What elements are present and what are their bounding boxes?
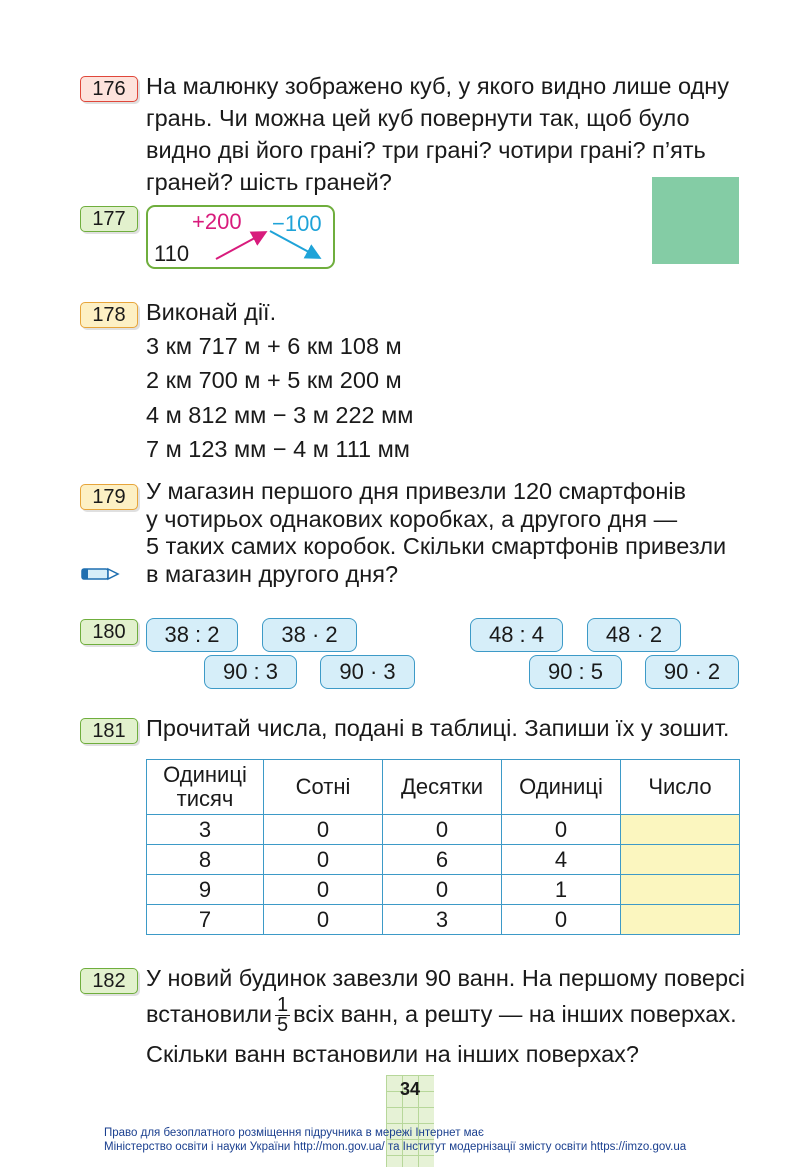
- table-row: [147, 845, 740, 875]
- task-182-line-2: [146, 994, 737, 1035]
- expression-card: 90 · 2: [645, 655, 739, 689]
- text-line: граней? шість граней?: [146, 169, 392, 195]
- table-cell: 9: [147, 875, 264, 905]
- expression-card: 38 : 2: [146, 618, 238, 652]
- text-line: у чотирьох однакових коробках, а другого дня —: [146, 505, 678, 532]
- column-header: Сотні: [264, 760, 383, 815]
- answer-cell: [621, 815, 740, 845]
- expression-card: 48 · 2: [587, 618, 681, 652]
- task-number-badge: 181: [80, 718, 138, 744]
- task-176-text: [146, 70, 739, 198]
- expression-line: 4 м 812 мм − 3 м 222 мм: [146, 402, 414, 428]
- text-line: У магазин першого дня привезли 120 смартфонів: [146, 478, 687, 504]
- task-number-badge: 179: [80, 484, 138, 510]
- expression-line: 2 км 700 м + 5 км 200 м: [146, 367, 402, 393]
- text-line: 5 таких самих коробок. Скільки смартфонів привезли: [146, 533, 727, 559]
- expression-card: 90 · 3: [320, 655, 415, 689]
- chain-operation-1: +200: [192, 209, 242, 234]
- table-cell: 8: [147, 845, 264, 875]
- task-number-badge: 178: [80, 302, 138, 328]
- table-row: [147, 815, 740, 845]
- fraction-numerator: 1: [277, 994, 289, 1017]
- column-header: Десятки: [383, 760, 502, 815]
- fraction: [275, 996, 290, 1035]
- pink-arrow: [216, 233, 264, 259]
- blue-arrow: [270, 231, 318, 257]
- table-cell: 0: [264, 875, 383, 905]
- answer-cell: [621, 905, 740, 935]
- text-line: грань. Чи можна цей куб повернути так, щоб було: [146, 105, 690, 131]
- footer-line-1: Право для безоплатного розміщення підручника в мережі Інтернет має: [104, 1127, 484, 1139]
- expression-card: 48 : 4: [470, 618, 563, 652]
- table-cell: 0: [264, 905, 383, 935]
- expression-card: 38 · 2: [262, 618, 357, 652]
- fraction-denominator: 5: [277, 1014, 289, 1037]
- answer-cell: [621, 845, 740, 875]
- operation-chain-box: [146, 205, 335, 269]
- table-cell: 0: [502, 905, 621, 935]
- task-182-line-3: Скільки ванн встановили на інших поверхах?: [146, 1041, 640, 1067]
- text-line: На малюнку зображено куб, у якого видно лише одну: [146, 73, 730, 99]
- table-cell: 0: [383, 815, 502, 845]
- table-cell: 0: [502, 815, 621, 845]
- text-line: в магазин другого дня?: [146, 560, 399, 587]
- expression-line: 3 км 717 м + 6 км 108 м: [146, 333, 402, 359]
- column-header: Одиниці тисяч: [147, 760, 264, 815]
- task-179-text: [146, 478, 739, 588]
- expression-card: 90 : 5: [529, 655, 622, 689]
- task-181-text: Прочитай числа, подані в таблиці. Запиши їх у зошит.: [146, 715, 730, 741]
- page-number: 34: [399, 1079, 421, 1099]
- table-cell: 3: [383, 905, 502, 935]
- text-fragment: встановили: [146, 1001, 273, 1027]
- expression-card: 90 : 3: [204, 655, 297, 689]
- table-cell: 0: [264, 815, 383, 845]
- table-row: [147, 905, 740, 935]
- task-number-badge: 176: [80, 76, 138, 102]
- task-number-badge: 182: [80, 968, 138, 994]
- table-cell: 0: [264, 845, 383, 875]
- table-cell: 3: [147, 815, 264, 845]
- pencil-icon: [80, 566, 120, 582]
- task-number-badge: 177: [80, 206, 138, 232]
- text-line: видно дві його грані? три грані? чотири грані? п’ять: [146, 137, 706, 163]
- chain-start-number: 110: [154, 241, 190, 266]
- answer-cell: [621, 875, 740, 905]
- table-cell: 4: [502, 845, 621, 875]
- table-cell: 1: [502, 875, 621, 905]
- cube-face: [652, 177, 739, 264]
- column-header: Число: [621, 760, 740, 815]
- expression-line: 7 м 123 мм − 4 м 111 мм: [146, 436, 410, 462]
- task-182-line-1: У новий будинок завезли 90 ванн. На першому поверсі: [146, 965, 746, 991]
- table-cell: 0: [383, 875, 502, 905]
- task-178-title: Виконай дії.: [146, 299, 277, 325]
- table-row: [147, 875, 740, 905]
- footer-line-2: Міністерство освіти і науки України http://mon.gov.ua/ та Інститут модернізації змісту освіти https://imzo.gov.ua: [104, 1141, 687, 1153]
- column-header: Одиниці: [502, 760, 621, 815]
- table-header-row: [147, 760, 740, 815]
- task-number-badge: 180: [80, 619, 138, 645]
- text-fragment: всіх ванн, а решту — на інших поверхах.: [293, 1001, 737, 1027]
- table-cell: 7: [147, 905, 264, 935]
- chain-operation-2: −100: [272, 211, 322, 236]
- chain-arrows: [148, 207, 337, 271]
- place-value-table: [146, 759, 740, 935]
- table-cell: 6: [383, 845, 502, 875]
